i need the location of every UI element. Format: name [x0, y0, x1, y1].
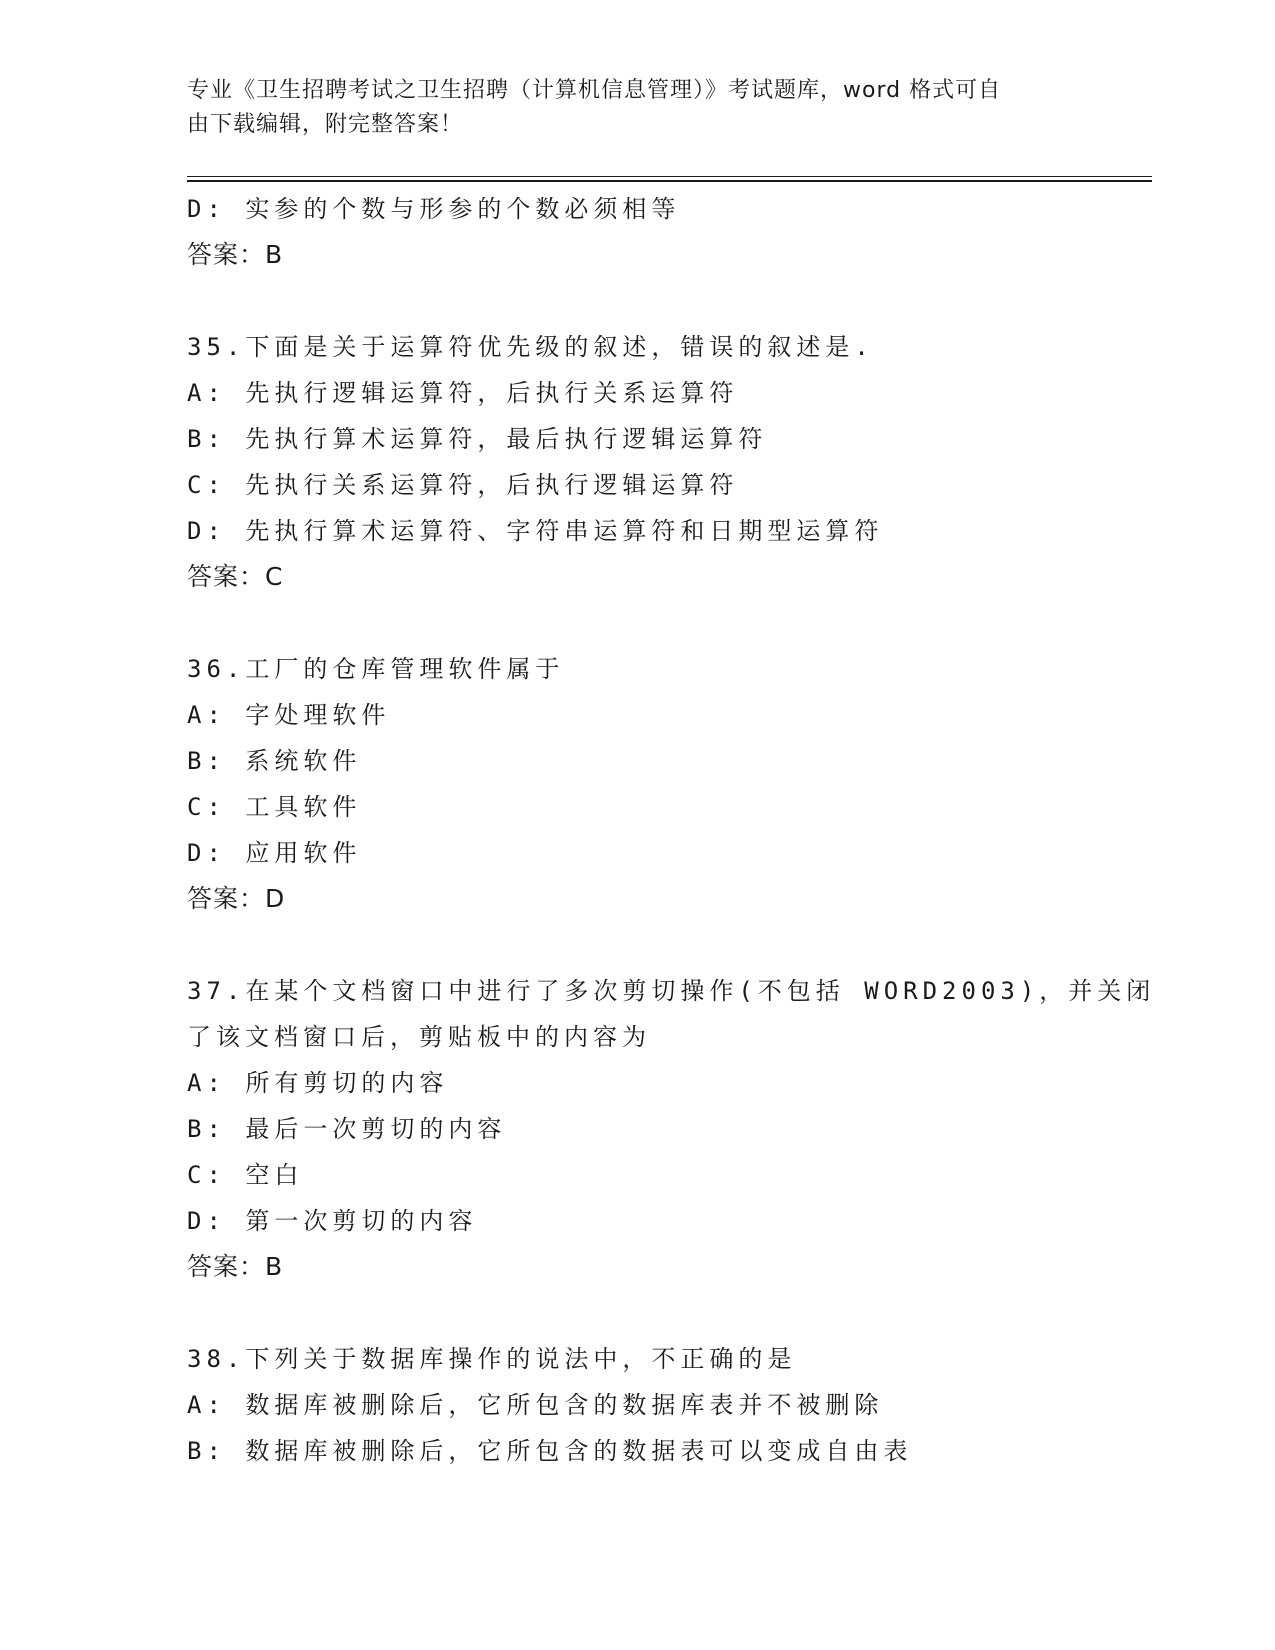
option-b: B: 先执行算术运算符，最后执行逻辑运算符	[187, 425, 768, 453]
header-line-1: 专业《卫生招聘考试之卫生招聘（计算机信息管理）》考试题库，word 格式可自	[187, 78, 1002, 103]
option-b: B: 数据库被删除后，它所包含的数据表可以变成自由表	[187, 1437, 913, 1465]
option-a: A: 数据库被删除后，它所包含的数据库表并不被删除	[187, 1391, 884, 1419]
question-37	[187, 968, 1156, 1290]
option-a: A: 所有剪切的内容	[187, 1069, 449, 1097]
question-38	[187, 1336, 1107, 1474]
option-c: C: 空白	[187, 1161, 304, 1189]
header-line-2: 由下载编辑，附完整答案！	[187, 112, 464, 137]
question-text: 38.下列关于数据库操作的说法中，不正确的是	[187, 1345, 797, 1373]
option-b: B: 最后一次剪切的内容	[187, 1115, 507, 1143]
option-d: D: 第一次剪切的内容	[187, 1207, 478, 1235]
question-text: 35.下面是关于运算符优先级的叙述，错误的叙述是.	[187, 333, 874, 361]
document-header	[187, 74, 1067, 142]
previous-question-tail	[187, 186, 1107, 278]
question-text-line-2: 了该文档窗口后，剪贴板中的内容为	[187, 1023, 651, 1051]
question-list	[187, 186, 1156, 1474]
option-a: A: 先执行逻辑运算符，后执行关系运算符	[187, 379, 739, 407]
question-text: 36.工厂的仓库管理软件属于	[187, 655, 565, 683]
option-d: D: 先执行算术运算符、字符串运算符和日期型运算符	[187, 517, 884, 545]
option-a: A: 字处理软件	[187, 701, 391, 729]
option-b: B: 系统软件	[187, 747, 362, 775]
header-divider-thin	[187, 176, 1152, 177]
answer-line: 答案：B	[187, 240, 284, 269]
option-c: C: 工具软件	[187, 793, 362, 821]
header-divider-thick	[187, 180, 1152, 182]
question-35	[187, 324, 1107, 600]
option-c: C: 先执行关系运算符，后执行逻辑运算符	[187, 471, 739, 499]
question-36	[187, 646, 1107, 922]
option-d: D: 实参的个数与形参的个数必须相等	[187, 195, 681, 223]
answer-line: 答案：C	[187, 562, 284, 591]
answer-line: 答案：B	[187, 1252, 284, 1281]
option-d: D: 应用软件	[187, 839, 362, 867]
question-text-line-1: 37.在某个文档窗口中进行了多次剪切操作(不包括 WORD2003)，并关闭	[187, 977, 1156, 1005]
answer-line: 答案：D	[187, 884, 286, 913]
